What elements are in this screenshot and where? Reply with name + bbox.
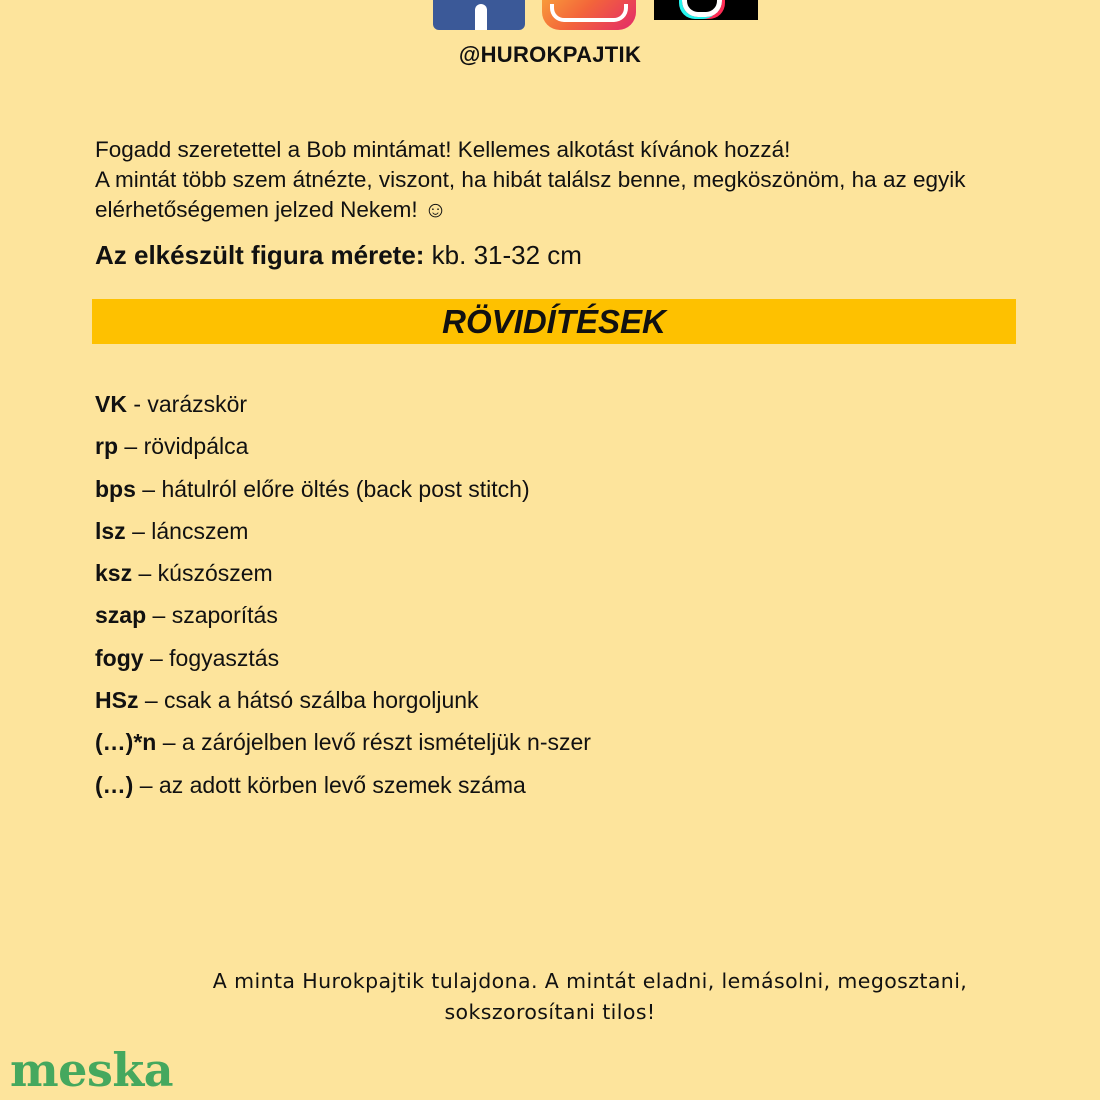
- section-header-bar: [92, 299, 1016, 344]
- abbreviation: fogy: [95, 644, 144, 671]
- list-item: [95, 765, 995, 807]
- abbreviation-description: – fogyasztás: [143, 644, 280, 671]
- facebook-icon[interactable]: [433, 0, 525, 30]
- abbreviation-description: – szaporítás: [146, 602, 278, 629]
- intro-line-1: Fogadd szeretettel a Bob mintámat! Kellemes alkotást kívánok hozzá!: [95, 137, 791, 162]
- list-item: [95, 595, 995, 637]
- abbreviation: (…)*n: [95, 729, 157, 756]
- tiktok-icon[interactable]: [654, 0, 758, 20]
- abbreviation: szap: [95, 602, 147, 629]
- abbreviation-description: – rövidpálca: [118, 433, 249, 460]
- abbreviation-description: – csak a hátsó szálba horgoljunk: [138, 687, 479, 714]
- list-item: [95, 384, 995, 426]
- intro-line-2: A mintát több szem átnézte, viszont, ha hibát találsz benne, megköszönöm, ha az egyik elérhetőségemen jelzed Nekem! ☺: [95, 167, 966, 222]
- figure-size-value: kb. 31-32 cm: [424, 240, 582, 270]
- social-icons-row: [0, 0, 1100, 30]
- abbreviation-description: – az adott körben levő szemek száma: [133, 771, 526, 798]
- instagram-camera-glyph: [550, 4, 628, 22]
- instagram-icon[interactable]: [542, 0, 636, 30]
- abbreviation-description: – láncszem: [125, 517, 249, 544]
- tiktok-note-glyph: [682, 0, 722, 17]
- meska-logo-text: meska: [10, 1043, 174, 1097]
- abbreviation: HSz: [95, 687, 139, 714]
- section-title: RÖVIDÍTÉSEK: [442, 303, 666, 340]
- abbreviation: lsz: [95, 517, 126, 544]
- abbreviation-description: – a zárójelben levő részt ismételjük n-szer: [156, 729, 591, 756]
- list-item: [95, 511, 995, 553]
- abbreviation-description: - varázskör: [126, 391, 248, 417]
- facebook-f-glyph: [475, 4, 487, 30]
- abbreviation: ksz: [95, 560, 133, 587]
- social-handle: @HUROKPAJTIK: [458, 42, 642, 67]
- list-item: [95, 680, 995, 722]
- list-item: [95, 722, 995, 764]
- abbreviation: VK: [95, 391, 127, 417]
- abbreviation: bps: [95, 475, 136, 502]
- list-item: [95, 426, 995, 468]
- figure-size: [95, 240, 582, 271]
- list-item: [95, 469, 995, 511]
- list-item: [95, 638, 995, 680]
- abbreviation-description: – hátulról előre öltés (back post stitch): [135, 475, 530, 502]
- intro-text: [95, 135, 995, 225]
- list-item: [95, 553, 995, 595]
- abbreviation: rp: [95, 433, 118, 460]
- abbreviation: (…): [95, 771, 134, 798]
- copyright-line-2: sokszorosítani tilos!: [444, 1000, 656, 1024]
- copyright-line-1: A minta Hurokpajtik tulajdona. A mintát eladni, lemásolni, megosztani,: [212, 969, 968, 993]
- abbreviation-description: – kúszószem: [132, 560, 273, 587]
- abbreviation-list: [95, 384, 995, 807]
- meska-logo: [10, 1043, 173, 1097]
- copyright-notice: [0, 966, 1100, 1028]
- figure-size-label: Az elkészült figura mérete:: [95, 240, 425, 270]
